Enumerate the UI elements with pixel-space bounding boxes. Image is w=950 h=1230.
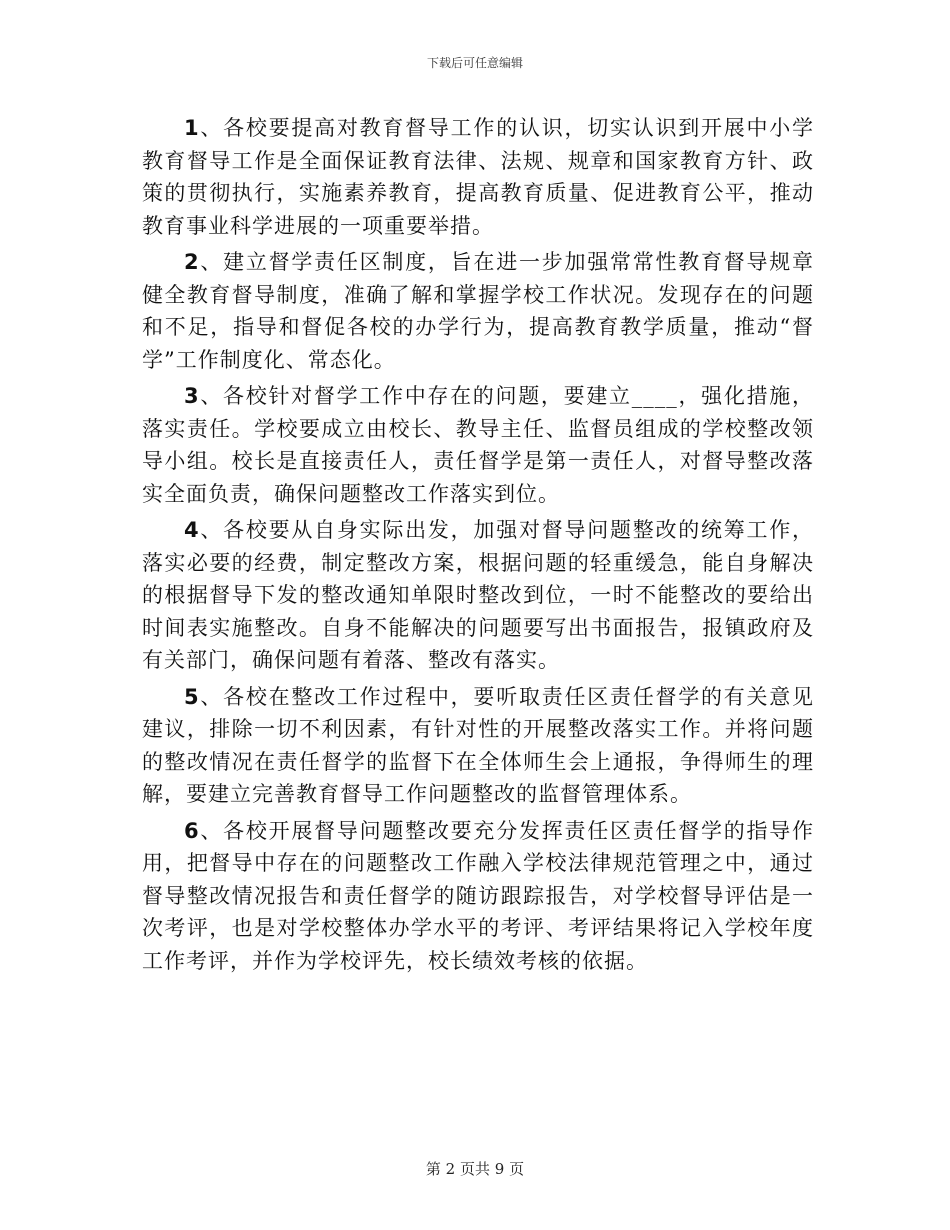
paragraph-number: 6: [184, 818, 200, 843]
paragraph-1: [142, 112, 814, 242]
paragraph-text: 、各校在整改工作过程中，要听取责任区责任督学的有关意见建议，排除一切不利因素，有针对性的开展整改落实工作。并将问题的整改情况在责任督学的监督下在全体师生会上通报，争得师生的理解，要建立完善教育督导工作问题整改的监督管理体系。: [142, 684, 814, 806]
page-number-footer: 第 2 页共 9 页: [425, 1160, 525, 1178]
paragraph-number: 4: [184, 518, 200, 542]
paragraph-text: 、各校要提高对教育督导工作的认识，切实认识到开展中小学教育督导工作是全面保证教育法律、法规、规章和国家教育方针、政策的贯彻执行，实施素养教育，提高教育质量、促进教育公平，推动教育事业科学进展的一项重要举措。: [142, 116, 814, 238]
paragraph-5: [142, 681, 814, 811]
paragraph-number: 2: [184, 250, 200, 274]
paragraph-text: 、各校开展督导问题整改要充分发挥责任区责任督学的指导作用，把督导中存在的问题整改工作融入学校法律规范管理之中，通过督导整改情况报告和责任督学的随访跟踪报告，对学校督导评估是一次考评，也是对学校整体办学水平的考评、考评结果将记入学校年度工作考评，并作为学校评先，校长绩效考核的依据。: [142, 818, 814, 973]
paragraph-number: 3: [184, 384, 200, 408]
paragraph-text: 、各校针对督学工作中存在的问题，要建立____，强化措施，落实责任。学校要成立由校长、教导主任、监督员组成的学校整改领导小组。校长是直接责任人，责任督学是第一责任人，对督导整改落实全面负责，确保问题整改工作落实到位。: [142, 384, 814, 506]
document-body: [142, 112, 814, 981]
paragraph-number: 1: [184, 116, 200, 140]
paragraph-2: [142, 246, 814, 376]
paragraph-6: [142, 815, 814, 978]
paragraph-number: 5: [184, 684, 200, 709]
page-header: 下载后可任意编辑: [426, 56, 523, 70]
paragraph-text: 、建立督学责任区制度，旨在进一步加强常常性教育督导规章健全教育督导制度，准确了解和掌握学校工作状况。发现存在的问题和不足，指导和督促各校的办学行为，提高教育教学质量，推动“督学”工作制度化、常态化。: [142, 250, 814, 372]
paragraph-3: [142, 380, 814, 510]
paragraph-text: 、各校要从自身实际出发，加强对督导问题整改的统筹工作，落实必要的经费，制定整改方案，根据问题的轻重缓急，能自身解决的根据督导下发的整改通知单限时整改到位，一时不能整改的要给出时间表实施整改。自身不能解决的问题要写出书面报告，报镇政府及有关部门，确保问题有着落、整改有落实。: [142, 518, 814, 672]
paragraph-4: [142, 514, 814, 677]
